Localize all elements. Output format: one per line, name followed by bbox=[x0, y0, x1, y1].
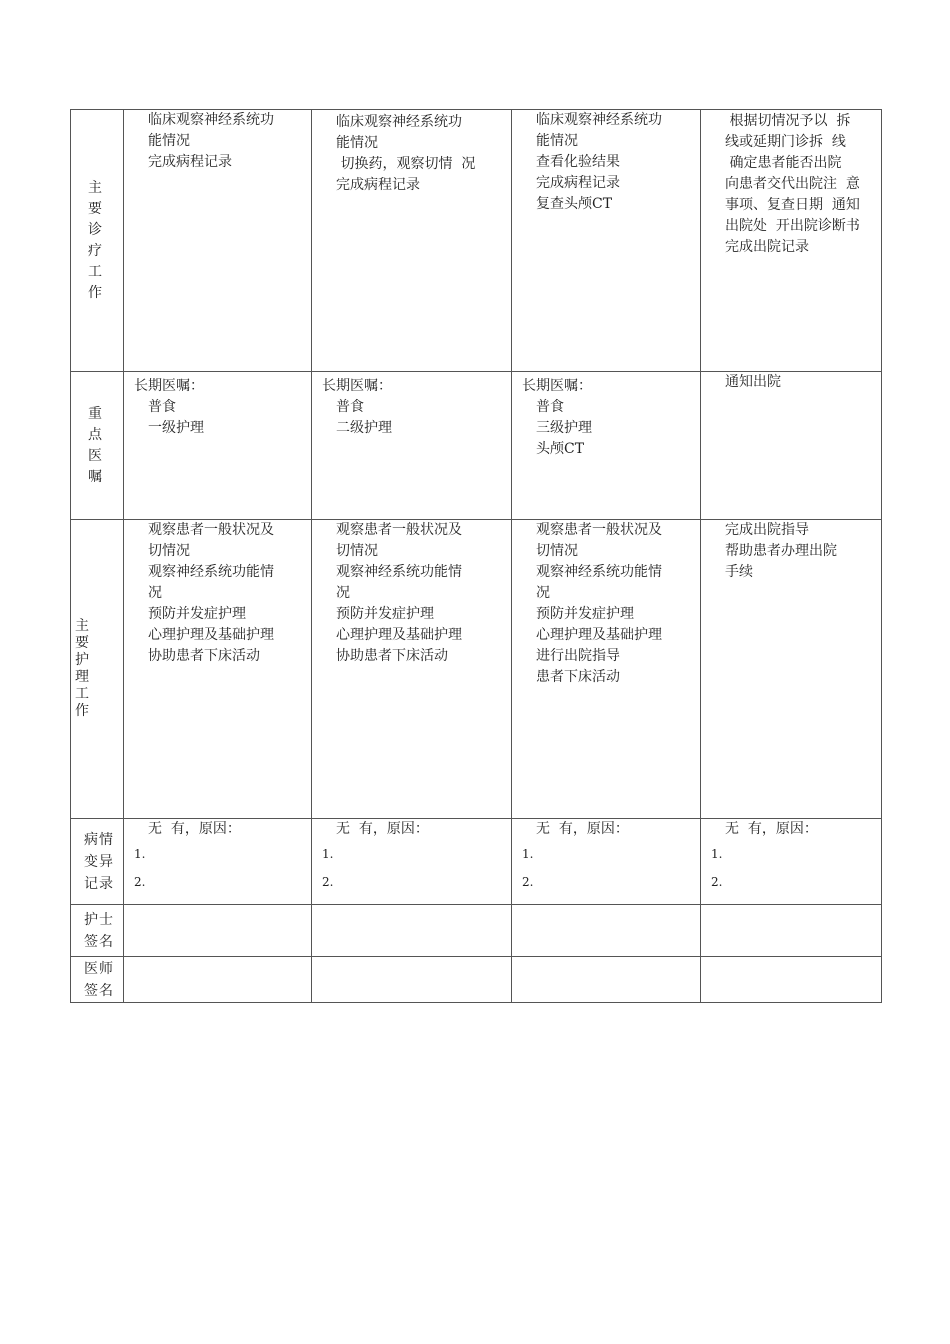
cell-line: 完成病程记录 bbox=[148, 154, 232, 170]
cell-line: 手续 bbox=[725, 564, 753, 580]
row-variation-record bbox=[71, 819, 882, 905]
cell-line: 协助患者下床活动 bbox=[148, 648, 260, 664]
row-label-variation bbox=[71, 819, 124, 905]
cell-variation-day1 bbox=[124, 819, 312, 905]
label-line: 理 bbox=[75, 669, 89, 685]
cell-line: 查看化验结果 bbox=[536, 154, 620, 170]
cell-line: 普食 bbox=[536, 399, 564, 415]
cell-treatment-day2 bbox=[312, 110, 512, 372]
cell-line: 况 bbox=[336, 585, 350, 601]
label-line: 重 点 bbox=[88, 405, 123, 443]
cell-line: 进行出院指导 bbox=[536, 648, 620, 664]
variation-item-2: 2. bbox=[522, 875, 534, 889]
cell-line: 切情况 bbox=[148, 543, 190, 559]
cell-line: 完成出院记录 bbox=[725, 239, 809, 255]
cell-line: 临床观察神经系统功 bbox=[148, 112, 274, 128]
nurse-signature-field-discharge[interactable] bbox=[701, 905, 882, 957]
cell-line: 完成出院指导 bbox=[725, 522, 809, 538]
cell-nursing-day3 bbox=[512, 520, 701, 819]
cell-line: 完成病程记录 bbox=[336, 177, 420, 193]
cell-line: 长期医嘱： bbox=[322, 378, 392, 394]
label-line: 要 bbox=[75, 635, 89, 651]
label-line: 记录 bbox=[84, 875, 114, 892]
row-key-orders bbox=[71, 372, 882, 520]
label-line: 主 bbox=[75, 618, 89, 634]
label-line: 签名 bbox=[84, 933, 114, 950]
cell-line: 能情况 bbox=[336, 135, 378, 151]
cell-line: 心理护理及基础护理 bbox=[536, 627, 662, 643]
variation-header: 无 有，原因： bbox=[148, 821, 241, 837]
cell-treatment-day1 bbox=[124, 110, 312, 372]
cell-line: 确定患者能否出院 bbox=[725, 155, 842, 171]
cell-line: 临床观察神经系统功 bbox=[536, 112, 662, 128]
row-main-nursing bbox=[71, 520, 882, 819]
cell-line: 预防并发症护理 bbox=[536, 606, 634, 622]
label-line: 护士 bbox=[84, 911, 114, 928]
cell-variation-day3 bbox=[512, 819, 701, 905]
row-main-treatment bbox=[71, 110, 882, 372]
cell-line: 向患者交代出院注 意 bbox=[725, 176, 860, 192]
variation-item-1: 1. bbox=[711, 847, 723, 861]
cell-line: 通知出院 bbox=[725, 374, 781, 390]
label-line: 工 作 bbox=[88, 263, 123, 301]
variation-item-2: 2. bbox=[134, 875, 146, 889]
cell-line: 能情况 bbox=[148, 133, 190, 149]
variation-item-1: 1. bbox=[134, 847, 146, 861]
cell-line: 出院处 开出院诊断书 bbox=[725, 218, 860, 234]
cell-line: 二级护理 bbox=[336, 420, 392, 436]
variation-header: 无 有，原因： bbox=[725, 821, 818, 837]
cell-line: 复查头颅CT bbox=[536, 196, 613, 212]
cell-line: 预防并发症护理 bbox=[336, 606, 434, 622]
cell-line: 完成病程记录 bbox=[536, 175, 620, 191]
doctor-signature-field-day3[interactable] bbox=[512, 957, 701, 1003]
cell-variation-discharge bbox=[701, 819, 882, 905]
cell-line: 事项、复查日期 通知 bbox=[725, 197, 860, 213]
cell-line: 切情况 bbox=[336, 543, 378, 559]
cell-line: 观察神经系统功能情 bbox=[148, 564, 274, 580]
cell-line: 临床观察神经系统功 bbox=[336, 114, 462, 130]
cell-line: 切情况 bbox=[536, 543, 578, 559]
variation-header: 无 有，原因： bbox=[536, 821, 629, 837]
cell-line: 三级护理 bbox=[536, 420, 592, 436]
cell-line: 切换药，观察切情 况 bbox=[336, 156, 476, 172]
cell-orders-discharge bbox=[701, 372, 882, 520]
row-label-doctor-signature bbox=[71, 957, 124, 1003]
nurse-signature-field-day2[interactable] bbox=[312, 905, 512, 957]
cell-orders-day1 bbox=[124, 372, 312, 520]
label-line: 签名 bbox=[84, 982, 114, 999]
row-doctor-signature bbox=[71, 957, 882, 1003]
variation-item-2: 2. bbox=[322, 875, 334, 889]
label-line: 工 bbox=[75, 686, 89, 702]
row-label-main-nursing bbox=[71, 520, 124, 819]
variation-header: 无 有，原因： bbox=[336, 821, 429, 837]
cell-line: 观察患者一般状况及 bbox=[536, 522, 662, 538]
cell-line: 普食 bbox=[148, 399, 176, 415]
cell-line: 况 bbox=[536, 585, 550, 601]
cell-line: 心理护理及基础护理 bbox=[148, 627, 274, 643]
label-line: 诊 疗 bbox=[88, 221, 123, 259]
cell-line: 患者下床活动 bbox=[536, 669, 620, 685]
cell-nursing-day1 bbox=[124, 520, 312, 819]
doctor-signature-field-discharge[interactable] bbox=[701, 957, 882, 1003]
cell-line: 心理护理及基础护理 bbox=[336, 627, 462, 643]
cell-line: 观察神经系统功能情 bbox=[536, 564, 662, 580]
label-line: 病情 bbox=[84, 831, 114, 848]
cell-treatment-day3 bbox=[512, 110, 701, 372]
doctor-signature-field-day1[interactable] bbox=[124, 957, 312, 1003]
cell-line: 观察患者一般状况及 bbox=[336, 522, 462, 538]
cell-orders-day2 bbox=[312, 372, 512, 520]
cell-treatment-discharge bbox=[701, 110, 882, 372]
row-nurse-signature bbox=[71, 905, 882, 957]
label-line: 变异 bbox=[84, 853, 114, 870]
cell-line: 一级护理 bbox=[148, 420, 204, 436]
cell-line: 线或延期门诊拆 线 bbox=[725, 134, 846, 150]
cell-line: 观察患者一般状况及 bbox=[148, 522, 274, 538]
label-line: 医 嘱 bbox=[88, 447, 123, 485]
cell-line: 协助患者下床活动 bbox=[336, 648, 448, 664]
cell-line: 根据切情况予以 拆 bbox=[725, 113, 851, 129]
clinical-pathway-table bbox=[70, 109, 882, 1003]
variation-item-1: 1. bbox=[522, 847, 534, 861]
cell-line: 头颅CT bbox=[536, 441, 585, 457]
cell-orders-day3 bbox=[512, 372, 701, 520]
cell-nursing-day2 bbox=[312, 520, 512, 819]
cell-variation-day2 bbox=[312, 819, 512, 905]
cell-line: 长期医嘱： bbox=[522, 378, 592, 394]
cell-nursing-discharge bbox=[701, 520, 882, 819]
label-line: 护 bbox=[75, 652, 89, 668]
cell-line: 帮助患者办理出院 bbox=[725, 543, 837, 559]
variation-item-1: 1. bbox=[322, 847, 334, 861]
label-line: 医师 bbox=[84, 960, 114, 977]
cell-line: 况 bbox=[148, 585, 162, 601]
doctor-signature-field-day2[interactable] bbox=[312, 957, 512, 1003]
nurse-signature-field-day3[interactable] bbox=[512, 905, 701, 957]
row-label-main-treatment bbox=[71, 110, 124, 372]
row-label-key-orders bbox=[71, 372, 124, 520]
variation-item-2: 2. bbox=[711, 875, 723, 889]
label-line: 主 要 bbox=[88, 179, 123, 217]
cell-line: 长期医嘱： bbox=[134, 378, 204, 394]
cell-line: 观察神经系统功能情 bbox=[336, 564, 462, 580]
cell-line: 能情况 bbox=[536, 133, 578, 149]
nurse-signature-field-day1[interactable] bbox=[124, 905, 312, 957]
cell-line: 普食 bbox=[336, 399, 364, 415]
label-line: 作 bbox=[75, 703, 89, 719]
cell-line: 预防并发症护理 bbox=[148, 606, 246, 622]
row-label-nurse-signature bbox=[71, 905, 124, 957]
